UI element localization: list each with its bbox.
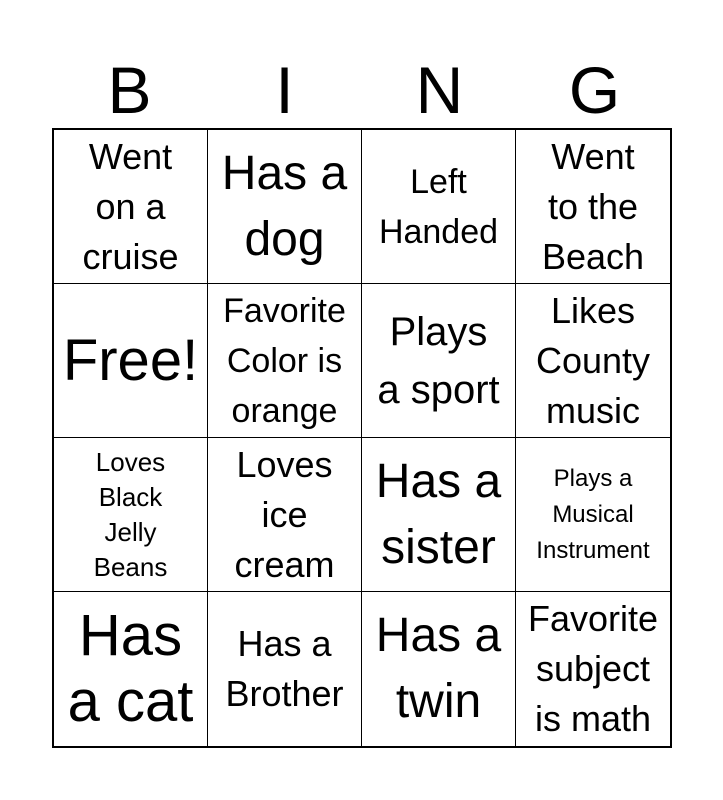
bingo-cell[interactable] bbox=[54, 438, 208, 592]
header-letter-g: G bbox=[568, 53, 621, 127]
bingo-cell[interactable] bbox=[208, 130, 362, 284]
cell-text: Plays a sport bbox=[377, 309, 500, 412]
bingo-grid bbox=[52, 128, 672, 748]
header-letter-b: B bbox=[107, 53, 152, 127]
cell-text: Went on a cruise bbox=[82, 135, 179, 277]
bingo-cell[interactable] bbox=[208, 438, 362, 592]
cell-text: Likes County music bbox=[535, 289, 651, 431]
bingo-cell[interactable] bbox=[362, 130, 516, 284]
cell-text: Plays a Musical Instrument bbox=[536, 464, 650, 564]
cell-text: Has a twin bbox=[375, 609, 502, 728]
cell-text: Free! bbox=[62, 327, 199, 393]
bingo-cell[interactable] bbox=[54, 130, 208, 284]
bingo-header bbox=[52, 52, 672, 128]
cell-text: Has a dog bbox=[221, 146, 348, 266]
free-space-cell[interactable] bbox=[54, 284, 208, 438]
bingo-cell[interactable] bbox=[516, 284, 670, 438]
header-letter-n: N bbox=[415, 53, 464, 127]
cell-text: Went to the Beach bbox=[541, 135, 645, 277]
bingo-cell[interactable] bbox=[516, 438, 670, 592]
cell-text: Favorite subject is math bbox=[527, 598, 659, 739]
bingo-cell[interactable] bbox=[362, 592, 516, 746]
bingo-cell[interactable] bbox=[362, 284, 516, 438]
bingo-cell[interactable] bbox=[516, 130, 670, 284]
bingo-cell[interactable] bbox=[362, 438, 516, 592]
cell-text: Left Handed bbox=[378, 162, 499, 251]
cell-text: Favorite Color is orange bbox=[223, 291, 346, 430]
bingo-cell[interactable] bbox=[54, 592, 208, 746]
bingo-cell[interactable] bbox=[516, 592, 670, 746]
bingo-cell[interactable] bbox=[208, 592, 362, 746]
bingo-cell[interactable] bbox=[208, 284, 362, 438]
cell-text: Has a Brother bbox=[225, 623, 344, 714]
cell-text: Loves ice cream bbox=[234, 443, 335, 585]
cell-text: Has a sister bbox=[375, 454, 502, 574]
cell-text: Has a cat bbox=[67, 603, 194, 734]
cell-text: Loves Black Jelly Beans bbox=[93, 446, 168, 582]
header-letter-i: I bbox=[275, 53, 294, 127]
